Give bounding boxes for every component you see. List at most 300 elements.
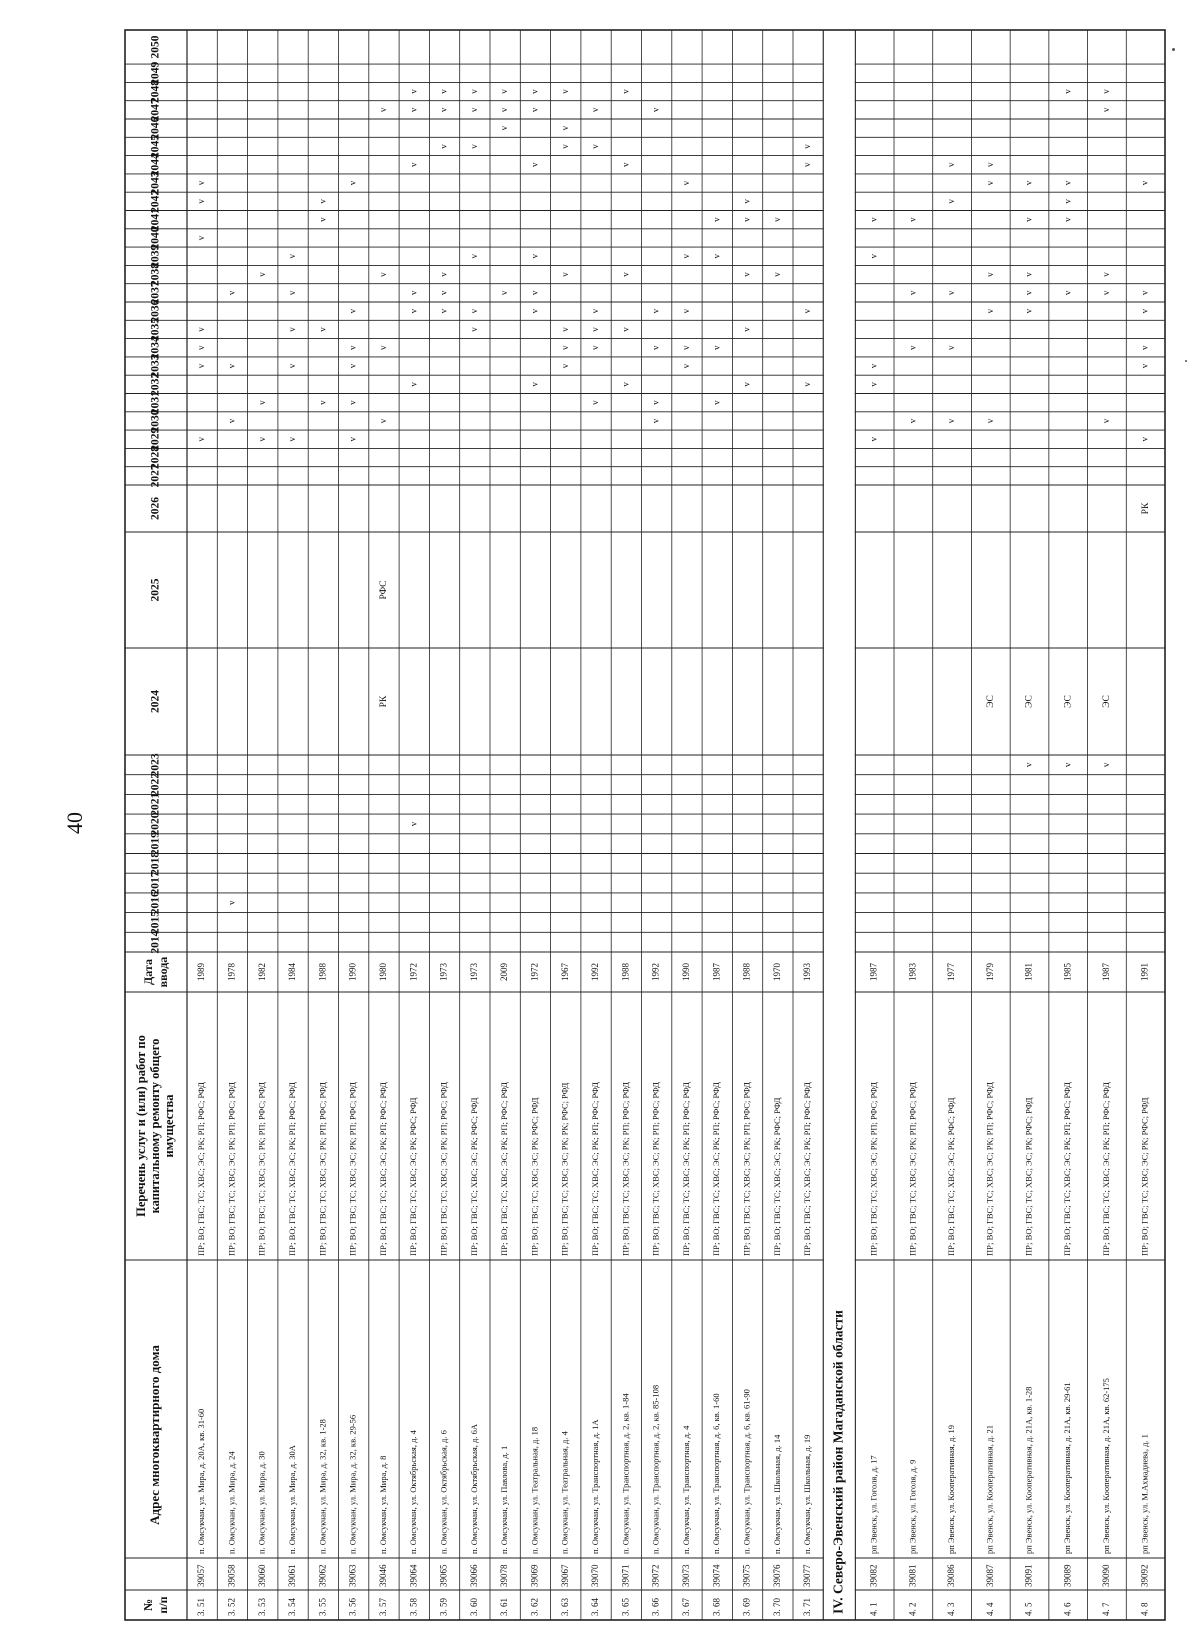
header-year: 2044	[149, 153, 162, 177]
row-address: рп Эвенск, ул. Кооперативная, д. 21А, кв. 29-61	[1062, 1382, 1073, 1554]
work-mark: v	[1023, 180, 1034, 186]
work-mark: v	[1023, 762, 1034, 768]
row-address: п. Омсукчан, ул. Мира, д. 8	[377, 1455, 388, 1554]
work-mark: v	[1023, 217, 1034, 222]
row-date: 1970	[771, 963, 782, 981]
row-address: п. Омсукчан, ул. Мира, д. 20А, кв. 31-60	[196, 1408, 207, 1554]
row-date: 1991	[1139, 963, 1150, 981]
row-address: п. Омсукчан, ул. Октябрьская, д. 6	[438, 1430, 449, 1554]
row-number: 4. 4	[984, 1602, 995, 1616]
work-mark: v	[868, 437, 879, 442]
work-mark: v	[559, 363, 570, 369]
work-mark: v	[529, 308, 540, 314]
work-mark: v	[226, 290, 237, 296]
row-code: 39091	[1023, 1564, 1034, 1587]
work-mark: v	[1062, 290, 1073, 296]
work-mark: v	[408, 89, 419, 94]
row-services: ПР; ВО; ГВС; ТС; ХВС; ЭС; РК; РФС; РФД	[529, 1097, 540, 1256]
work-mark: v	[1100, 107, 1111, 113]
header-year: 2021	[149, 792, 162, 816]
work-mark: ЭС	[1102, 695, 1113, 708]
row-code: 39065	[438, 1564, 449, 1587]
row-number: 3. 59	[438, 1598, 449, 1616]
work-mark: v	[620, 89, 631, 94]
row-address: п. Омсукчан, ул. Транспортная, д. 2, кв. 85-108	[650, 1384, 661, 1554]
work-mark: v	[499, 125, 510, 131]
work-mark: v	[984, 418, 995, 424]
row-date: 1992	[650, 963, 661, 981]
row-code: 39082	[868, 1564, 879, 1587]
work-mark: v	[1139, 180, 1150, 186]
work-mark: v	[529, 254, 540, 259]
row-date: 1988	[620, 963, 631, 981]
header-year: 2027	[149, 464, 162, 488]
row-code: 39071	[620, 1564, 631, 1587]
header-year: 2050	[149, 35, 162, 59]
row-services: ПР; ВО; ГВС; ТС; ХВС; ЭС; РК; РП; РФС; РФД	[680, 1082, 691, 1256]
row-address: п. Омсукчан, ул. Театральная, д. 18	[529, 1426, 540, 1554]
work-mark: v	[1023, 272, 1034, 277]
row-date: 2009	[499, 963, 510, 981]
row-number: 3. 69	[741, 1598, 752, 1616]
header-year: 2033	[149, 354, 162, 378]
header-year: 2031	[149, 391, 162, 415]
row-code: 39061	[287, 1564, 298, 1587]
row-date: 1984	[287, 963, 298, 981]
header-year: 2046	[149, 116, 162, 140]
work-mark: v	[1023, 290, 1034, 296]
row-services: ПР; ВО; ГВС; ТС; ХВС; ЭС; РК; РП; РФС; РФД	[620, 1082, 631, 1256]
work-mark: v	[196, 327, 207, 332]
row-services: ПР; ВО; ГВС; ТС; ХВС; ЭС; РК; РП; РФС; РФД	[347, 1082, 358, 1256]
row-number: 3. 65	[620, 1598, 631, 1616]
work-mark: v	[408, 290, 419, 296]
row-services: ПР; ВО; ГВС; ТС; ХВС; ЭС; РК; РФС; РФД	[1023, 1097, 1034, 1256]
work-mark: v	[771, 272, 782, 277]
work-mark: v	[590, 345, 601, 350]
row-services: ПР; ВО; ГВС; ТС; ХВС; ЭС; РК; РП; РФС; РФД	[226, 1082, 237, 1256]
header-year: 2022	[149, 773, 162, 797]
work-mark: v	[711, 254, 722, 259]
row-number: 3. 63	[559, 1598, 570, 1616]
work-mark: v	[1139, 363, 1150, 369]
row-address: п. Омсукчан, ул. Мира, д. 24	[226, 1451, 237, 1554]
row-code: 39092	[1139, 1564, 1150, 1587]
row-services: ПР; ВО; ГВС; ТС; ХВС; ЭС; РК; РФС; РФД	[771, 1097, 782, 1256]
row-number: 4. 3	[946, 1602, 957, 1616]
work-mark: v	[196, 235, 207, 241]
work-mark: v	[1139, 437, 1150, 442]
row-services: ПР; ВО; ГВС; ТС; ХВС; ЭС; РК; РП; РФС; РФД	[438, 1082, 449, 1256]
work-mark: v	[559, 144, 570, 149]
work-mark: v	[1062, 89, 1073, 94]
work-mark: v	[559, 327, 570, 332]
header-year: 2026	[149, 497, 162, 520]
row-services: ПР; ВО; ГВС; ТС; ХВС; ЭС; РК; РФС; РФД	[1139, 1097, 1150, 1256]
work-mark: v	[256, 437, 267, 442]
row-date: 1988	[317, 963, 328, 981]
work-mark: v	[317, 217, 328, 222]
work-mark: v	[650, 400, 661, 405]
row-code: 39057	[196, 1564, 207, 1587]
work-mark: v	[741, 272, 752, 277]
header-address: Адрес многоквартирного дома	[146, 1345, 162, 1525]
work-mark: v	[802, 308, 813, 314]
row-services: ПР; ВО; ГВС; ТС; ХВС; ЭС; РК; РП; РФС; РФД	[907, 1082, 918, 1256]
work-mark: v	[650, 107, 661, 113]
row-services: ПР; ВО; ГВС; ТС; ХВС; ЭС; РК; РФС; РФД	[946, 1097, 957, 1256]
row-address: п. Омсукчан, ул. Транспортная, д. 2, кв. 1-84	[620, 1393, 631, 1554]
work-mark: v	[256, 400, 267, 405]
row-address: п. Омсукчан, ул. Мира, д. 30А	[287, 1445, 298, 1554]
row-date: 1967	[559, 963, 570, 981]
work-mark: v	[499, 89, 510, 94]
row-services: ПР; ВО; ГВС; ТС; ХВС; ЭС; РК; РП; РФС; РФД	[868, 1082, 879, 1256]
work-mark: v	[317, 199, 328, 204]
header-year: 2015	[149, 910, 162, 934]
work-mark: v	[590, 400, 601, 405]
header-year: 2049	[149, 61, 162, 85]
work-mark: v	[499, 107, 510, 113]
row-date: 1980	[378, 963, 389, 981]
row-services: ПР; ВО; ГВС; ТС; ХВС; ЭС; РК; РК; РФС; РФД	[559, 1082, 570, 1256]
work-mark: v	[868, 382, 879, 387]
table-grid	[120, 20, 1170, 1640]
work-mark: v	[287, 437, 298, 442]
work-mark: v	[650, 418, 661, 424]
row-code: 39075	[741, 1564, 752, 1587]
row-number: 4. 2	[907, 1602, 918, 1616]
work-mark: v	[408, 821, 419, 827]
work-mark: v	[984, 308, 995, 314]
work-mark: v	[946, 199, 957, 204]
work-mark: v	[771, 217, 782, 222]
table-border	[125, 30, 1165, 1620]
header-year: 2019	[149, 832, 162, 856]
row-services: ПР; ВО; ГВС; ТС; ХВС; ЭС; РК; РП; РФС; РФД	[256, 1082, 267, 1256]
work-mark: v	[559, 345, 570, 350]
row-address: рп Эвенск, ул. Гоголя, д. 9	[907, 1459, 918, 1554]
header-year: 2028	[149, 446, 162, 470]
row-number: 4. 1	[868, 1602, 879, 1616]
work-mark: v	[408, 382, 419, 387]
row-date: 1972	[408, 963, 419, 981]
row-code: 39086	[946, 1564, 957, 1587]
work-mark: v	[620, 162, 631, 167]
row-date: 1987	[711, 963, 722, 981]
header-year: 2035	[149, 317, 162, 341]
work-mark: v	[711, 345, 722, 350]
work-mark: v	[1062, 199, 1073, 204]
header-services: имущества	[161, 1094, 176, 1158]
work-mark: v	[529, 162, 540, 167]
work-mark: v	[907, 418, 918, 424]
work-mark: v	[347, 400, 358, 405]
row-number: 3. 67	[681, 1598, 692, 1616]
work-mark: v	[590, 327, 601, 332]
row-address: п. Омсукчан, ул. Транспортная, д. 1А	[590, 1419, 601, 1554]
work-mark: v	[438, 290, 449, 296]
row-address: п. Омсукчан, ул. Школьная, д. 19	[802, 1434, 813, 1554]
work-mark: v	[711, 400, 722, 405]
work-mark: v	[741, 327, 752, 332]
work-mark: v	[1100, 290, 1111, 296]
header-year: 2032	[149, 372, 162, 396]
row-address: п. Омсукчан, ул. Октябрьская, д. 4	[408, 1430, 419, 1554]
work-mark: v	[438, 107, 449, 113]
row-date: 1990	[347, 963, 358, 981]
row-address: п. Омсукчан, ул. Школьная, д. 14	[771, 1434, 782, 1554]
work-mark: v	[347, 437, 358, 442]
row-services: ПР; ВО; ГВС; ТС; ХВС; ЭС; РК; РП; РФС; РФД	[287, 1082, 298, 1256]
row-services: ПР; ВО; ГВС; ТС; ХВС; ЭС; РК; РП; РФС; РФД	[196, 1082, 207, 1256]
header-services: Перечень услуг и (или) работ по	[133, 1035, 148, 1217]
work-mark: v	[907, 217, 918, 222]
header-year: 2040	[149, 226, 162, 250]
row-services: ПР; ВО; ГВС; ТС; ХВС; ЭС; РК; РП; РФС; РФД	[499, 1082, 510, 1256]
row-number: 4. 7	[1100, 1602, 1111, 1616]
work-mark: v	[226, 418, 237, 424]
row-code: 39069	[529, 1564, 540, 1587]
work-mark: v	[287, 290, 298, 296]
row-number: 3. 58	[408, 1598, 419, 1616]
work-mark: v	[802, 382, 813, 387]
work-mark: v	[438, 272, 449, 277]
work-mark: v	[802, 144, 813, 149]
work-mark: v	[741, 382, 752, 387]
row-date: 1987	[868, 963, 879, 981]
header-year: 2047	[149, 98, 162, 122]
header-year: 2014	[149, 930, 162, 954]
work-mark: v	[347, 363, 358, 369]
row-number: 3. 57	[378, 1598, 389, 1616]
work-mark: v	[1139, 290, 1150, 296]
work-mark: v	[196, 437, 207, 442]
page-number: 40	[62, 812, 87, 834]
work-mark: v	[681, 180, 692, 186]
work-mark: v	[468, 89, 479, 94]
row-date: 1982	[256, 963, 267, 981]
work-mark: v	[559, 89, 570, 94]
work-mark: v	[590, 107, 601, 113]
row-address: рп Эвенск, ул. М.Ахмадиева, д. 1	[1139, 1434, 1150, 1554]
work-mark: v	[408, 162, 419, 167]
row-services: ПР; ВО; ГВС; ТС; ХВС; ЭС; РК; РП; РФС; РФД	[984, 1082, 995, 1256]
row-services: ПР; ВО; ГВС; ТС; ХВС; ЭС; РК; РП; РФС; РФД	[802, 1082, 813, 1256]
row-code: 39067	[559, 1564, 570, 1587]
work-mark: v	[438, 144, 449, 149]
row-code: 39072	[650, 1564, 661, 1587]
row-number: 3. 61	[499, 1598, 510, 1616]
work-mark: v	[620, 327, 631, 332]
work-mark: v	[590, 144, 601, 149]
work-mark: v	[946, 418, 957, 424]
header-year: 2036	[149, 299, 162, 323]
work-mark: v	[620, 272, 631, 277]
row-address: п. Омсукчан, ул. Мира, д. 32, кв. 29-56	[347, 1414, 358, 1554]
row-code: 39078	[499, 1564, 510, 1587]
work-mark: v	[802, 162, 813, 167]
row-code: 39073	[681, 1564, 692, 1587]
row-number: 3. 66	[650, 1598, 661, 1616]
row-number: 3. 51	[196, 1598, 207, 1616]
work-mark: v	[347, 180, 358, 186]
row-code: 39090	[1100, 1564, 1111, 1587]
row-address: п. Омсукчан, ул. Транспортная, д. 6, кв. 1-60	[711, 1393, 722, 1554]
row-address: п. Омсукчан, ул. Транспортная, д. 6, кв. 61-90	[741, 1389, 752, 1554]
work-mark: v	[468, 308, 479, 314]
work-mark: v	[196, 345, 207, 350]
row-code: 39066	[468, 1564, 479, 1587]
header-year: 2018	[149, 851, 162, 875]
work-mark: v	[907, 290, 918, 296]
work-mark: v	[468, 107, 479, 113]
work-mark: v	[620, 382, 631, 387]
work-mark: v	[650, 308, 661, 314]
row-date: 1993	[802, 963, 813, 981]
row-address: п. Омсукчан, ул. Мира, д. 32, кв. 1-28	[317, 1419, 328, 1554]
header-year: 2023	[149, 753, 162, 777]
row-services: ПР; ВО; ГВС; ТС; ХВС; ЭС; РК; РП; РФС; РФД	[741, 1082, 752, 1256]
work-mark: v	[907, 345, 918, 350]
row-code: 39064	[408, 1564, 419, 1587]
row-services: ПР; ВО; ГВС; ТС; ХВС; ЭС; РК; РП; РФС; РФД	[1100, 1082, 1111, 1256]
work-mark: v	[1139, 345, 1150, 350]
row-date: 1981	[1023, 963, 1034, 981]
header-services: капитальному ремонту общего	[147, 1038, 162, 1214]
row-number: 3. 54	[287, 1598, 298, 1616]
work-mark: v	[681, 254, 692, 259]
row-date: 1985	[1062, 963, 1073, 981]
header-date: ввода	[155, 956, 170, 988]
header-year: 2038	[149, 263, 162, 287]
work-mark: ЭС	[1024, 695, 1035, 708]
row-services: ПР; ВО; ГВС; ТС; ХВС; ЭС; РК; РП; РФС; РФД	[1062, 1082, 1073, 1256]
work-mark: ЭС	[1063, 695, 1074, 708]
work-mark: v	[529, 382, 540, 387]
header-date: Дата	[140, 959, 155, 985]
work-mark: v	[499, 290, 510, 296]
work-mark: v	[590, 308, 601, 314]
work-mark: v	[1062, 180, 1073, 186]
row-address: п. Омсукчан, ул. Октябрьская, д. 6А	[468, 1423, 479, 1554]
work-mark: ЭС	[985, 695, 996, 708]
work-mark: v	[946, 290, 957, 296]
work-mark: v	[741, 199, 752, 204]
header-year: 2045	[149, 134, 162, 158]
row-code: 39076	[771, 1564, 782, 1587]
work-mark: v	[378, 418, 389, 424]
row-date: 1972	[529, 963, 540, 981]
row-date: 1989	[196, 963, 207, 981]
work-mark: v	[1100, 89, 1111, 94]
work-mark: v	[1100, 418, 1111, 424]
header-year: 2029	[149, 427, 162, 451]
row-date: 1973	[468, 963, 479, 981]
work-mark: v	[196, 180, 207, 186]
work-mark: v	[468, 254, 479, 259]
row-date: 1979	[984, 963, 995, 981]
row-date: 1990	[681, 963, 692, 981]
work-mark: v	[196, 199, 207, 204]
row-date: 1992	[590, 963, 601, 981]
work-mark: РК	[379, 695, 390, 708]
work-mark: v	[559, 272, 570, 277]
row-services: ПР; ВО; ГВС; ТС; ХВС; ЭС; РК; РП; РФС; РФД	[590, 1082, 601, 1256]
row-number: 3. 68	[711, 1598, 722, 1616]
row-services: ПР; ВО; ГВС; ТС; ХВС; ЭС; РК; РФС; РФД	[408, 1097, 419, 1256]
row-code: 39081	[907, 1564, 918, 1587]
row-address: п. Омсукчан, ул. Транспортная, д. 4	[680, 1425, 691, 1554]
row-code: 39060	[256, 1564, 267, 1587]
work-mark: v	[711, 217, 722, 222]
header-year: 2048	[149, 80, 162, 104]
header-year: 2017	[149, 871, 162, 895]
row-code: 39063	[347, 1564, 358, 1587]
row-number: 4. 8	[1139, 1602, 1150, 1616]
row-address: рп Эвенск, ул. Кооперативная, д. 21А, кв. 62-175	[1100, 1378, 1111, 1554]
work-mark: v	[946, 162, 957, 167]
row-code: 39046	[378, 1564, 389, 1587]
work-mark: v	[1100, 272, 1111, 277]
work-mark: v	[378, 107, 389, 113]
work-mark: v	[868, 363, 879, 369]
header-year: 2034	[149, 336, 162, 360]
header-year: 2041	[149, 208, 162, 232]
work-mark: v	[256, 272, 267, 277]
row-number: 3. 71	[802, 1598, 813, 1616]
row-code: 39087	[984, 1564, 995, 1587]
table	[120, 20, 1170, 1640]
row-address: п. Омсукчан, ул. Театральная, д. 4	[559, 1431, 570, 1554]
row-number: 3. 62	[529, 1598, 540, 1616]
row-date: 1987	[1100, 963, 1111, 981]
row-code: 39074	[711, 1564, 722, 1587]
work-mark: v	[378, 272, 389, 277]
work-mark: v	[1023, 308, 1034, 314]
row-code: 39089	[1062, 1564, 1073, 1587]
row-date: 1977	[946, 963, 957, 981]
row-services: ПР; ВО; ГВС; ТС; ХВС; ЭС; РК; РП; РФС; РФД	[650, 1082, 661, 1256]
header-year: 2016	[149, 891, 162, 915]
row-code: 39058	[226, 1564, 237, 1587]
header-year: 2025	[149, 578, 162, 602]
work-mark: v	[650, 345, 661, 350]
work-mark: v	[1062, 762, 1073, 768]
work-mark: v	[681, 363, 692, 369]
row-services: ПР; ВО; ГВС; ТС; ХВС; ЭС; РК; РП; РФС; РФД	[377, 1082, 388, 1256]
row-services: ПР; ВО; ГВС; ТС; ХВС; ЭС; РК; РП; РФС; РФД	[711, 1082, 722, 1256]
row-code: 39070	[590, 1564, 601, 1587]
work-mark: v	[347, 308, 358, 314]
header-num: №	[140, 1598, 155, 1612]
work-mark: v	[529, 290, 540, 296]
work-mark: v	[681, 308, 692, 314]
work-mark: v	[438, 89, 449, 94]
work-mark: v	[287, 363, 298, 369]
header-year: 2037	[149, 281, 162, 305]
row-address: рп Эвенск, ул. Кооперативная, д. 21А, кв. 1-28	[1023, 1386, 1034, 1554]
row-address: п. Омсукчан, ул. Мира, д. 30	[256, 1451, 267, 1554]
work-mark: v	[347, 345, 358, 350]
work-mark: v	[529, 107, 540, 113]
row-code: 39062	[317, 1564, 328, 1587]
work-mark: v	[317, 327, 328, 332]
work-mark: v	[868, 254, 879, 259]
work-mark: v	[438, 308, 449, 314]
work-mark: v	[468, 327, 479, 332]
header-year: 2030	[149, 409, 162, 433]
